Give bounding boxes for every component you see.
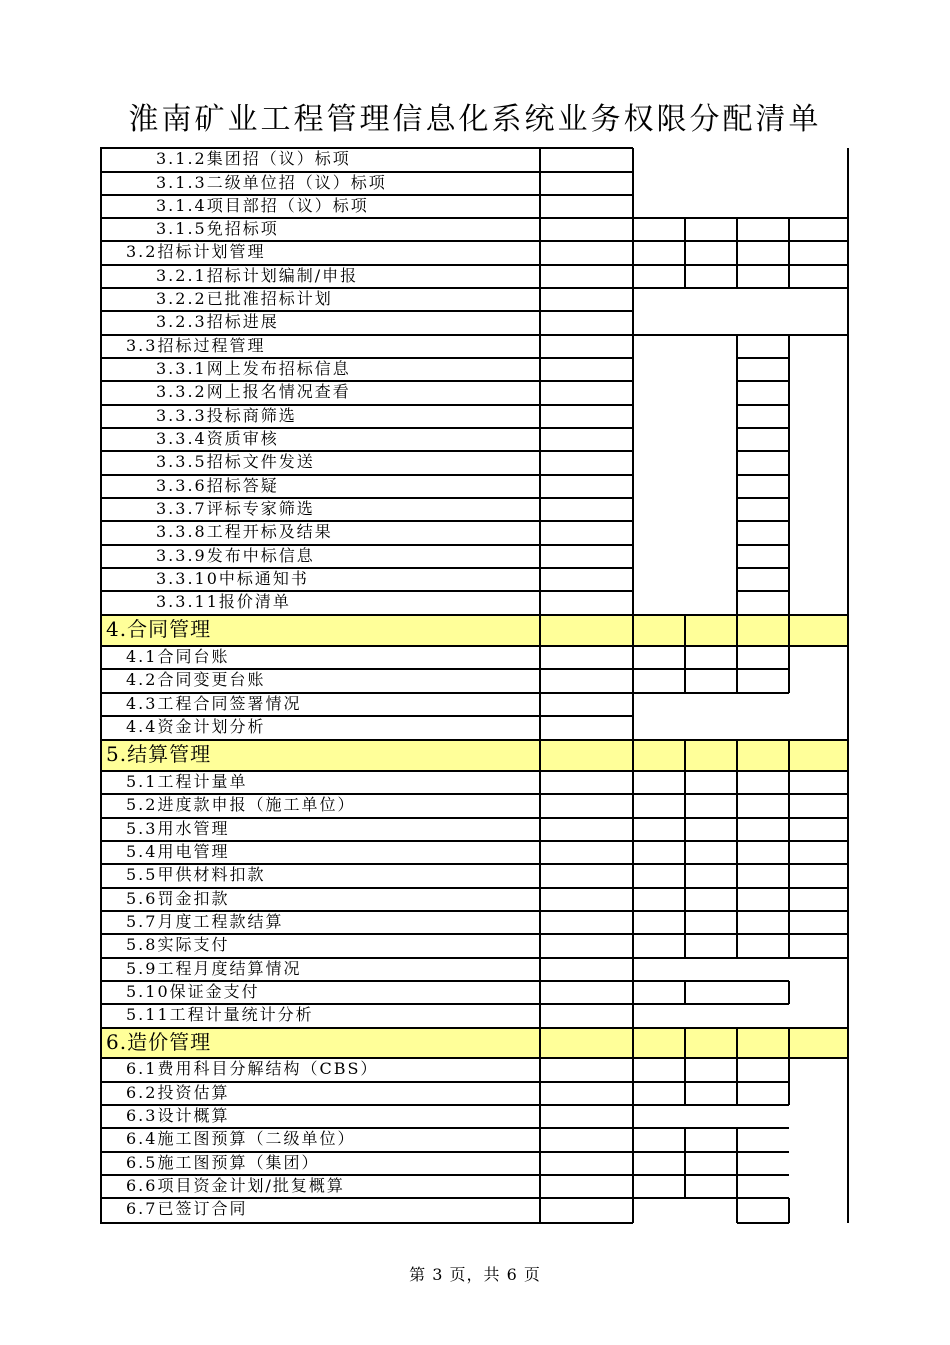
table-row bbox=[100, 288, 848, 311]
table-right-border bbox=[847, 148, 849, 1223]
row-label: 3.3.5招标文件发送 bbox=[100, 451, 540, 475]
grid-line bbox=[684, 740, 686, 958]
grid-line bbox=[100, 645, 633, 647]
grid-line bbox=[737, 450, 789, 452]
row-label: 5.3用水管理 bbox=[100, 818, 540, 841]
grid-line bbox=[100, 770, 633, 772]
grid-line bbox=[100, 910, 633, 912]
page-title: 淮南矿业工程管理信息化系统业务权限分配清单 bbox=[128, 102, 822, 137]
grid-line bbox=[737, 1222, 789, 1224]
grid-line bbox=[100, 614, 633, 616]
page-footer: 第 3 页，共 6 页 bbox=[409, 1265, 541, 1284]
table-row bbox=[100, 981, 848, 1004]
grid-line bbox=[100, 404, 633, 406]
grid-line bbox=[633, 863, 848, 865]
grid-line bbox=[100, 497, 633, 499]
grid-line bbox=[100, 334, 633, 336]
table-row bbox=[100, 958, 848, 981]
row-label: 6.5施工图预算（集团） bbox=[100, 1152, 540, 1175]
row-label: 5.8实际支付 bbox=[100, 934, 540, 958]
grid-line bbox=[100, 357, 633, 359]
row-label: 4.2合同变更台账 bbox=[100, 669, 540, 693]
row-label: 3.2.3招标进展 bbox=[100, 311, 540, 335]
row-label: 6.6项目资金计划/批复概算 bbox=[100, 1175, 540, 1198]
grid-line bbox=[788, 241, 790, 288]
row-label: 6.4施工图预算（二级单位） bbox=[100, 1128, 540, 1152]
grid-line bbox=[633, 1197, 789, 1199]
grid-line bbox=[737, 520, 789, 522]
row-label: 3.3.7评标专家筛选 bbox=[100, 498, 540, 521]
table-row bbox=[100, 693, 848, 716]
row-label: 3.2.2已批准招标计划 bbox=[100, 288, 540, 311]
grid-line bbox=[100, 1174, 633, 1176]
grid-line bbox=[737, 357, 789, 359]
row-label: 5.结算管理 bbox=[100, 740, 540, 771]
row-label: 5.7月度工程款结算 bbox=[100, 911, 540, 934]
grid-line bbox=[737, 474, 789, 476]
row-label: 3.3.11报价清单 bbox=[100, 591, 540, 615]
column-divider bbox=[539, 148, 541, 1223]
grid-line bbox=[633, 1104, 789, 1106]
grid-line bbox=[788, 615, 790, 693]
table-row bbox=[100, 172, 848, 195]
row-label: 3.1.3二级单位招（议）标项 bbox=[100, 172, 540, 195]
grid-line bbox=[633, 287, 848, 289]
grid-line bbox=[684, 615, 686, 693]
grid-line bbox=[100, 310, 633, 312]
grid-line bbox=[633, 933, 848, 935]
grid-line bbox=[736, 615, 738, 693]
grid-line bbox=[737, 544, 789, 546]
grid-line bbox=[100, 817, 633, 819]
grid-line bbox=[100, 715, 633, 717]
grid-line bbox=[737, 590, 789, 592]
grid-line bbox=[100, 1003, 633, 1005]
row-label: 4.1合同台账 bbox=[100, 646, 540, 669]
grid-line bbox=[633, 793, 848, 795]
grid-line bbox=[633, 770, 848, 772]
grid-line bbox=[633, 840, 848, 842]
row-label: 5.9工程月度结算情况 bbox=[100, 958, 540, 981]
row-label: 3.3.2网上报名情况查看 bbox=[100, 381, 540, 405]
table-row bbox=[100, 148, 848, 172]
row-label: 5.2进度款申报（施工单位） bbox=[100, 794, 540, 818]
grid-line bbox=[100, 692, 633, 694]
grid-line bbox=[633, 1127, 789, 1129]
table-row bbox=[100, 1004, 848, 1028]
table-row bbox=[100, 716, 848, 740]
grid-line bbox=[737, 334, 789, 336]
grid-line bbox=[100, 863, 633, 865]
grid-line bbox=[100, 520, 633, 522]
row-label: 6.3设计概算 bbox=[100, 1105, 540, 1128]
grid-line bbox=[100, 739, 633, 741]
grid-line bbox=[100, 957, 633, 959]
grid-line bbox=[737, 404, 789, 406]
grid-line bbox=[633, 1003, 789, 1005]
row-label: 5.5甲供材料扣款 bbox=[100, 864, 540, 888]
grid-line bbox=[100, 1127, 633, 1129]
grid-line bbox=[100, 590, 633, 592]
grid-line bbox=[100, 474, 633, 476]
row-label: 3.3.1网上发布招标信息 bbox=[100, 358, 540, 381]
grid-line bbox=[100, 1197, 633, 1199]
grid-line bbox=[100, 544, 633, 546]
row-label: 5.4用电管理 bbox=[100, 841, 540, 864]
row-label: 3.3.6招标答疑 bbox=[100, 475, 540, 498]
grid-line bbox=[788, 981, 790, 1004]
grid-line bbox=[100, 1081, 633, 1083]
grid-line bbox=[100, 194, 633, 196]
grid-line bbox=[100, 668, 633, 670]
grid-line bbox=[100, 171, 633, 173]
grid-line bbox=[633, 668, 789, 670]
grid-line bbox=[100, 1104, 633, 1106]
row-label: 3.3.4资质审核 bbox=[100, 428, 540, 451]
grid-line bbox=[633, 957, 848, 959]
grid-line bbox=[788, 1028, 790, 1105]
grid-line bbox=[100, 240, 633, 242]
grid-line bbox=[736, 740, 738, 958]
row-label: 6.造价管理 bbox=[100, 1028, 540, 1058]
column-divider bbox=[632, 148, 634, 1223]
grid-line bbox=[633, 910, 848, 912]
table-row bbox=[100, 311, 848, 335]
grid-line bbox=[633, 739, 848, 741]
row-label: 4.合同管理 bbox=[100, 615, 540, 646]
grid-line bbox=[100, 264, 633, 266]
grid-line bbox=[100, 887, 633, 889]
row-label: 3.3.9发布中标信息 bbox=[100, 545, 540, 568]
grid-line bbox=[684, 1028, 686, 1105]
grid-line bbox=[633, 1027, 848, 1029]
grid-line bbox=[736, 241, 738, 288]
grid-line bbox=[633, 817, 848, 819]
grid-line bbox=[100, 1027, 633, 1029]
row-label: 3.1.4项目部招（议）标项 bbox=[100, 195, 540, 218]
grid-line bbox=[100, 1057, 633, 1059]
grid-line bbox=[633, 217, 848, 219]
grid-line bbox=[737, 380, 789, 382]
grid-line bbox=[788, 740, 790, 958]
row-label: 3.1.5免招标项 bbox=[100, 218, 540, 241]
grid-line bbox=[736, 1028, 738, 1105]
grid-line bbox=[100, 450, 633, 452]
grid-line bbox=[100, 287, 633, 289]
grid-line bbox=[100, 980, 633, 982]
grid-line bbox=[736, 1198, 738, 1223]
row-label: 3.3.10中标通知书 bbox=[100, 568, 540, 591]
grid-line bbox=[633, 1174, 789, 1176]
row-label: 5.1工程计量单 bbox=[100, 771, 540, 794]
row-label: 3.2招标计划管理 bbox=[100, 241, 540, 265]
grid-line bbox=[633, 614, 848, 616]
grid-line bbox=[684, 1128, 686, 1198]
grid-line bbox=[100, 427, 633, 429]
row-label: 4.3工程合同签署情况 bbox=[100, 693, 540, 716]
table-row bbox=[100, 195, 848, 218]
row-label: 3.3招标过程管理 bbox=[100, 335, 540, 358]
row-label: 3.3.3投标商筛选 bbox=[100, 405, 540, 428]
table-row bbox=[100, 1105, 848, 1128]
row-label: 6.7已签订合同 bbox=[100, 1198, 540, 1223]
grid-line bbox=[788, 1198, 790, 1223]
table-left-border bbox=[100, 148, 102, 1223]
grid-line bbox=[737, 567, 789, 569]
grid-line bbox=[737, 497, 789, 499]
grid-line bbox=[633, 645, 848, 647]
row-label: 5.6罚金扣款 bbox=[100, 888, 540, 911]
grid-line bbox=[100, 217, 633, 219]
row-label: 3.3.8工程开标及结果 bbox=[100, 521, 540, 545]
grid-line bbox=[100, 840, 633, 842]
grid-line bbox=[100, 380, 633, 382]
row-label: 4.4资金计划分析 bbox=[100, 716, 540, 740]
grid-line bbox=[736, 1128, 738, 1198]
grid-line bbox=[100, 1222, 633, 1224]
row-label: 5.10保证金支付 bbox=[100, 981, 540, 1004]
grid-line bbox=[633, 887, 848, 889]
grid-line bbox=[100, 147, 633, 149]
grid-line bbox=[633, 1057, 848, 1059]
grid-line bbox=[737, 427, 789, 429]
grid-line bbox=[633, 240, 848, 242]
grid-line bbox=[633, 264, 848, 266]
row-label: 6.2投资估算 bbox=[100, 1082, 540, 1105]
grid-line bbox=[633, 980, 789, 982]
row-label: 6.1费用科目分解结构（CBS） bbox=[100, 1058, 540, 1082]
grid-line bbox=[100, 1151, 633, 1153]
row-label: 5.11工程计量统计分析 bbox=[100, 1004, 540, 1028]
grid-line bbox=[684, 241, 686, 288]
grid-line bbox=[633, 692, 789, 694]
grid-line bbox=[684, 981, 686, 1004]
grid-line bbox=[100, 933, 633, 935]
grid-line bbox=[633, 1081, 789, 1083]
grid-line bbox=[100, 793, 633, 795]
row-label: 3.2.1招标计划编制/申报 bbox=[100, 265, 540, 288]
grid-line bbox=[633, 1151, 789, 1153]
grid-line bbox=[100, 567, 633, 569]
row-label: 3.1.2集团招（议）标项 bbox=[100, 148, 540, 172]
